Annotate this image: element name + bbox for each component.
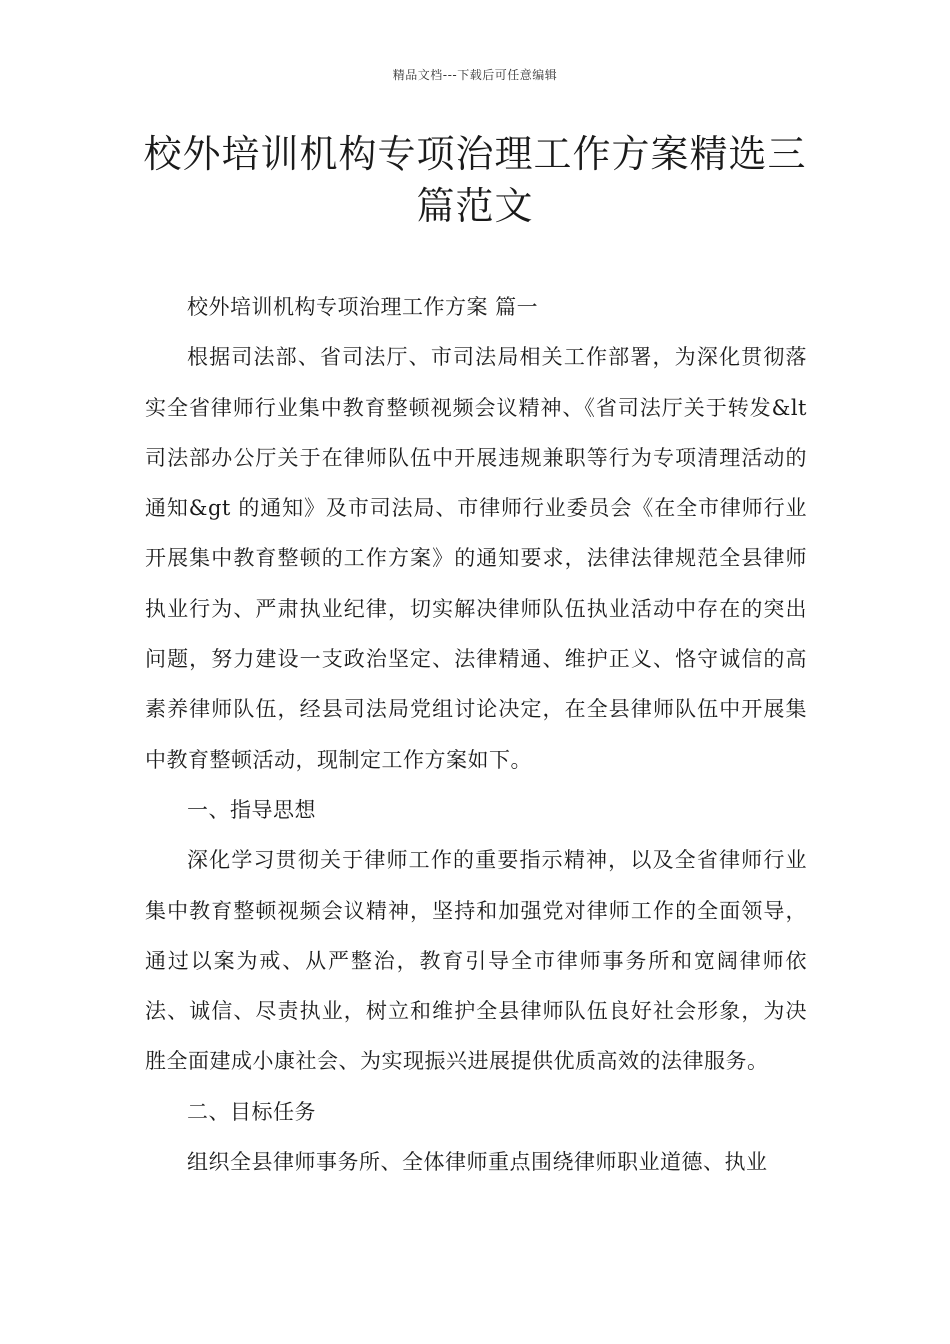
document-title: 校外培训机构专项治理工作方案精选三篇范文 xyxy=(143,132,807,228)
section-heading-part-one: 校外培训机构专项治理工作方案 篇一 xyxy=(187,295,539,319)
section-heading-goals-tasks: 二、目标任务 xyxy=(187,1099,316,1124)
body-paragraph-goals-tasks: 组织全县律师事务所、全体律师重点围绕律师职业道德、执业 xyxy=(187,1150,768,1175)
body-paragraph-guiding-ideology: 深化学习贯彻关于律师工作的重要指示精神，以及全省律师行业集中教育整顿视频会议精神，坚持和加强党对律师工作的全面领导，通过以案为戒、从严整治，教育引导全市律师事务所和宽阔律师依法、诚信、尽责执业，树立和维护全县律师队伍良好社会形象，为决胜全面建成小康社会、为实现振兴进展提供优质高效的法律服务。 xyxy=(145,848,807,1074)
body-paragraph-intro: 根据司法部、省司法厅、市司法局相关工作部署，为深化贯彻落实全省律师行业集中教育整顿视频会议精神、《省司法厅关于转发&lt 司法部办公厅关于在律师队伍中开展违规兼职等行为专项清理活动的通知&gt 的通知》及市司法局、市律师行业委员会《在全市律师行业开展集中教育整顿的工作方案》的通知要求，法律法律规范全县律师执业行为、严肃执业纪律，切实解决律师队伍执业活动中存在的突出问题，努力建设一支政治坚定、法律精通、维护正义、恪守诚信的高素养律师队伍，经县司法局党组讨论决定，在全县律师队伍中开展集中教育整顿活动，现制定工作方案如下。 xyxy=(145,345,807,772)
header-note: 精品文档---下载后可任意编辑 xyxy=(392,68,558,82)
section-heading-guiding-ideology: 一、指导思想 xyxy=(187,797,316,822)
document-body xyxy=(145,282,807,1187)
